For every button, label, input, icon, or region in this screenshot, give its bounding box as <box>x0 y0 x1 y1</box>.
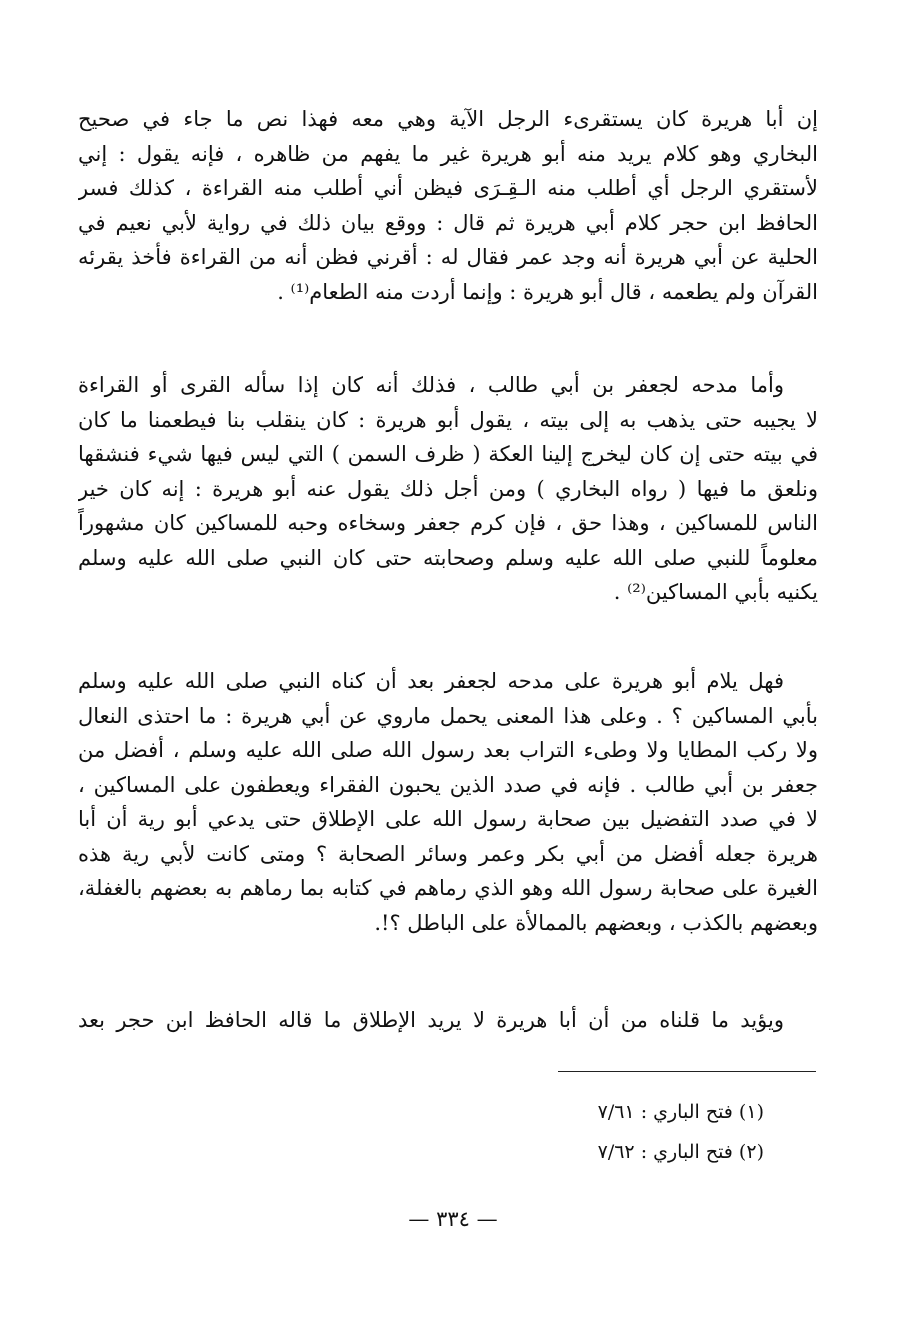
text-line: الغيرة على صحابة رسول الله وهو الذي رماهم في كتابه بما رماهم به بعضهم بالغفلة، <box>78 876 818 900</box>
text-line: الحلية عن أبي هريرة أنه وجد عمر فقال له : أقرني فظن أنه من القراءة فأخذ يقرئه <box>78 245 818 269</box>
text-line: في بيته حتى إن كان ليخرج إلينا العكة ( ظرف السمن ) التي ليس فيها شيء فنشقها <box>78 442 818 466</box>
text-line: هريرة جعله أفضل من أبي بكر وعمر وسائر الصحابة ؟ ومتى كانت لأبي رية هذه <box>78 841 818 866</box>
paragraph-4 <box>78 1003 818 1038</box>
paragraph-1 <box>78 102 818 309</box>
paragraph-2 <box>78 368 818 610</box>
footnote-2: (٢) فتح الباري : ٧/٦٢ <box>597 1141 764 1163</box>
text-line: إن أبا هريرة كان يستقرىء الرجل الآية وهي معه فهذا نص ما جاء في صحيح <box>78 107 818 131</box>
text-line: جعفر بن أبي طالب . فإنه في صدد الذين يحبون الفقراء ويعطفون على المساكين ، <box>78 772 818 797</box>
paragraph-3 <box>78 664 818 940</box>
page-number: — ٣٣٤ — <box>408 1207 498 1231</box>
text-line: بأبي المساكين ؟ . وعلى هذا المعنى يحمل ماروي عن أبي هريرة : ما احتذى النعال <box>78 703 818 728</box>
footnote-divider <box>558 1071 816 1072</box>
text-line: فهل يلام أبو هريرة على مدحه لجعفر بعد أن كناه النبي صلى الله عليه وسلم <box>78 669 784 693</box>
text-line: يكنيه بأبي المساكين⁽²⁾ . <box>613 580 818 604</box>
text-line: ونلعق ما فيها ( رواه البخاري ) ومن أجل ذلك يقول عنه أبو هريرة : إنه كان خير <box>78 476 818 501</box>
footnote-1: (١) فتح الباري : ٧/٦١ <box>597 1101 764 1123</box>
text-line: ولا ركب المطايا ولا وطىء التراب بعد رسول الله صلى الله عليه وسلم ، أفضل من <box>78 738 818 762</box>
text-line: لأستقري الرجل أي أطلب منه الـقِـرَى فيظن أني أطلب منه القراءة ، كذلك فسر <box>78 176 818 200</box>
text-line: ويؤيد ما قلناه من أن أبا هريرة لا يريد الإطلاق ما قاله الحافظ ابن حجر بعد <box>78 1008 784 1032</box>
text-line: البخاري وهو كلام يريد منه أبو هريرة غير ما يفهم من ظاهره ، فإنه يقول : إني <box>78 141 818 166</box>
text-line: وبعضهم بالكذب ، وبعضهم بالممالأة على الباطل ؟!. <box>374 910 818 935</box>
text-line: وأما مدحه لجعفر بن أبي طالب ، فذلك أنه كان إذا سأله القرى أو القراءة <box>78 373 784 397</box>
text-line: لا في صدد التفضيل بين صحابة رسول الله على الإطلاق حتى يدعي أبو رية أن أبا <box>78 807 818 831</box>
text-line: الناس للمساكين ، وهذا حق ، فإن كرم جعفر وسخاءه وحبه للمساكين كان مشهوراً <box>78 511 818 535</box>
footnotes <box>504 1092 764 1172</box>
text-line: القرآن ولم يطعمه ، قال أبو هريرة : وإنما أردت منه الطعام⁽¹⁾ . <box>277 279 818 304</box>
text-line: معلوماً للنبي صلى الله عليه وسلم وصحابته حتى كان النبي صلى الله عليه وسلم <box>78 545 818 570</box>
text-line: لا يجيبه حتى يذهب به إلى بيته ، يقول أبو هريرة : كان ينقلب بنا فيطعمنا ما كان <box>78 407 818 432</box>
text-line: الحافظ ابن حجر كلام أبي هريرة ثم قال : ووقع بيان ذلك في رواية لأبي نعيم في <box>78 210 818 235</box>
